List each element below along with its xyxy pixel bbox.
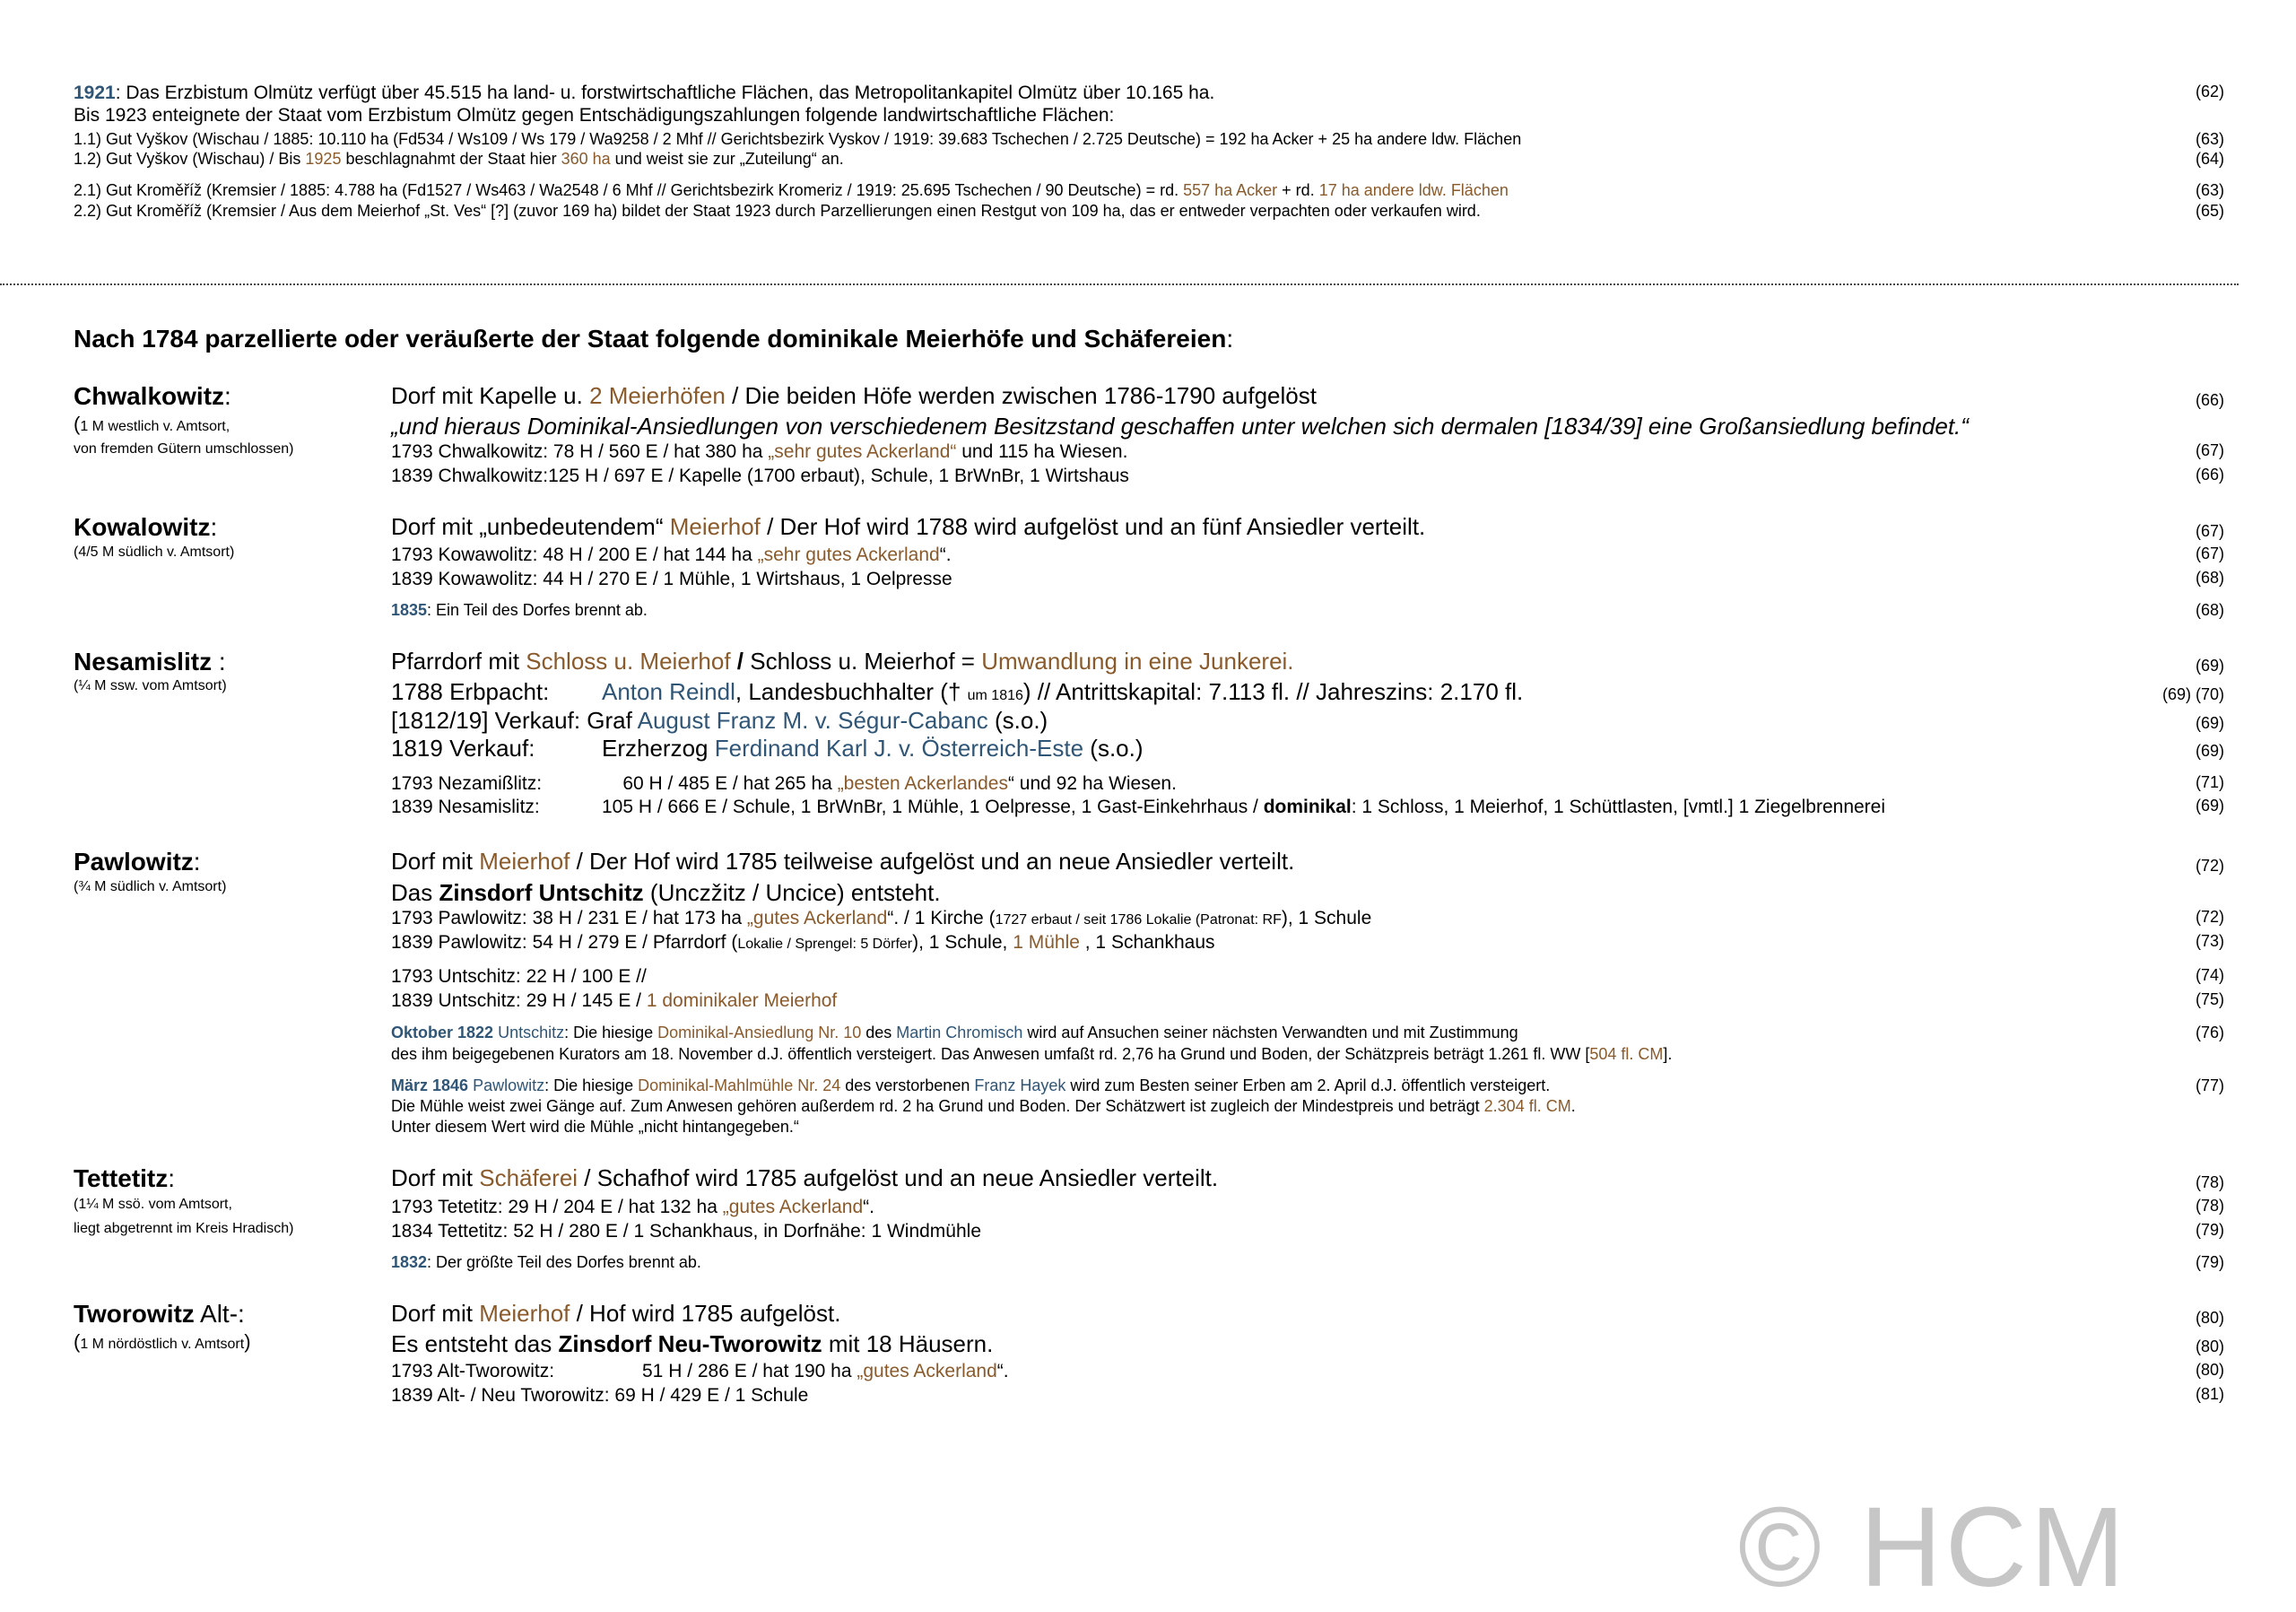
footnote-ref: (69) <box>2195 742 2224 760</box>
footnote-ref: (71) <box>2195 773 2224 791</box>
footnote-ref: (68) <box>2195 569 2224 587</box>
place-name: Pawlowitz <box>74 848 194 876</box>
footnote-ref: (66) <box>2195 466 2224 484</box>
intro-year: 1921 <box>74 83 116 103</box>
place-name: Chwalkowitz <box>74 382 225 410</box>
footnote-ref: (75) <box>2195 990 2224 1008</box>
footnote-ref: (77) <box>2195 1076 2224 1094</box>
footnote-ref: (81) <box>2195 1385 2224 1403</box>
footnote-ref: (79) <box>2195 1221 2224 1239</box>
footnote-ref: (72) <box>2195 908 2224 926</box>
footnote-ref: (69) (70) <box>2161 685 2224 703</box>
section-divider <box>0 283 2239 285</box>
footnote-ref: (64) <box>2195 150 2224 168</box>
footnote-ref: (69) <box>2195 797 2224 815</box>
footnote-ref: (66) <box>2195 391 2224 409</box>
footnote-ref: (65) <box>2195 202 2224 220</box>
place-name: Nesamislitz <box>74 648 213 675</box>
footnote-ref: (69) <box>2195 657 2224 675</box>
footnote-ref: (80) <box>2195 1309 2224 1327</box>
footnote-ref: (68) <box>2195 601 2224 619</box>
footnote-ref: (79) <box>2195 1253 2224 1271</box>
footnote-ref: (69) <box>2195 714 2224 732</box>
copyright-watermark: © HCM <box>1738 1484 2128 1610</box>
footnote-ref: (63) <box>2195 130 2224 148</box>
footnote-ref: (74) <box>2195 966 2224 984</box>
footnote-ref: (80) <box>2195 1338 2224 1355</box>
place-name: Tettetitz <box>74 1164 169 1192</box>
footnote-ref: (72) <box>2195 857 2224 875</box>
footnote-ref: (73) <box>2195 932 2224 950</box>
footnote-ref: (63) <box>2195 181 2224 199</box>
footnote-ref: (78) <box>2195 1197 2224 1215</box>
footnote-ref: (62) <box>2195 83 2224 100</box>
footnote-ref: (80) <box>2195 1361 2224 1379</box>
place-name: Tworowitz <box>74 1300 195 1328</box>
footnote-ref: (67) <box>2195 545 2224 562</box>
footnote-ref: (67) <box>2195 441 2224 459</box>
footnote-ref: (78) <box>2195 1173 2224 1191</box>
footnote-ref: (67) <box>2195 522 2224 540</box>
footnote-ref: (76) <box>2195 1024 2224 1041</box>
place-name: Kowalowitz <box>74 513 211 541</box>
